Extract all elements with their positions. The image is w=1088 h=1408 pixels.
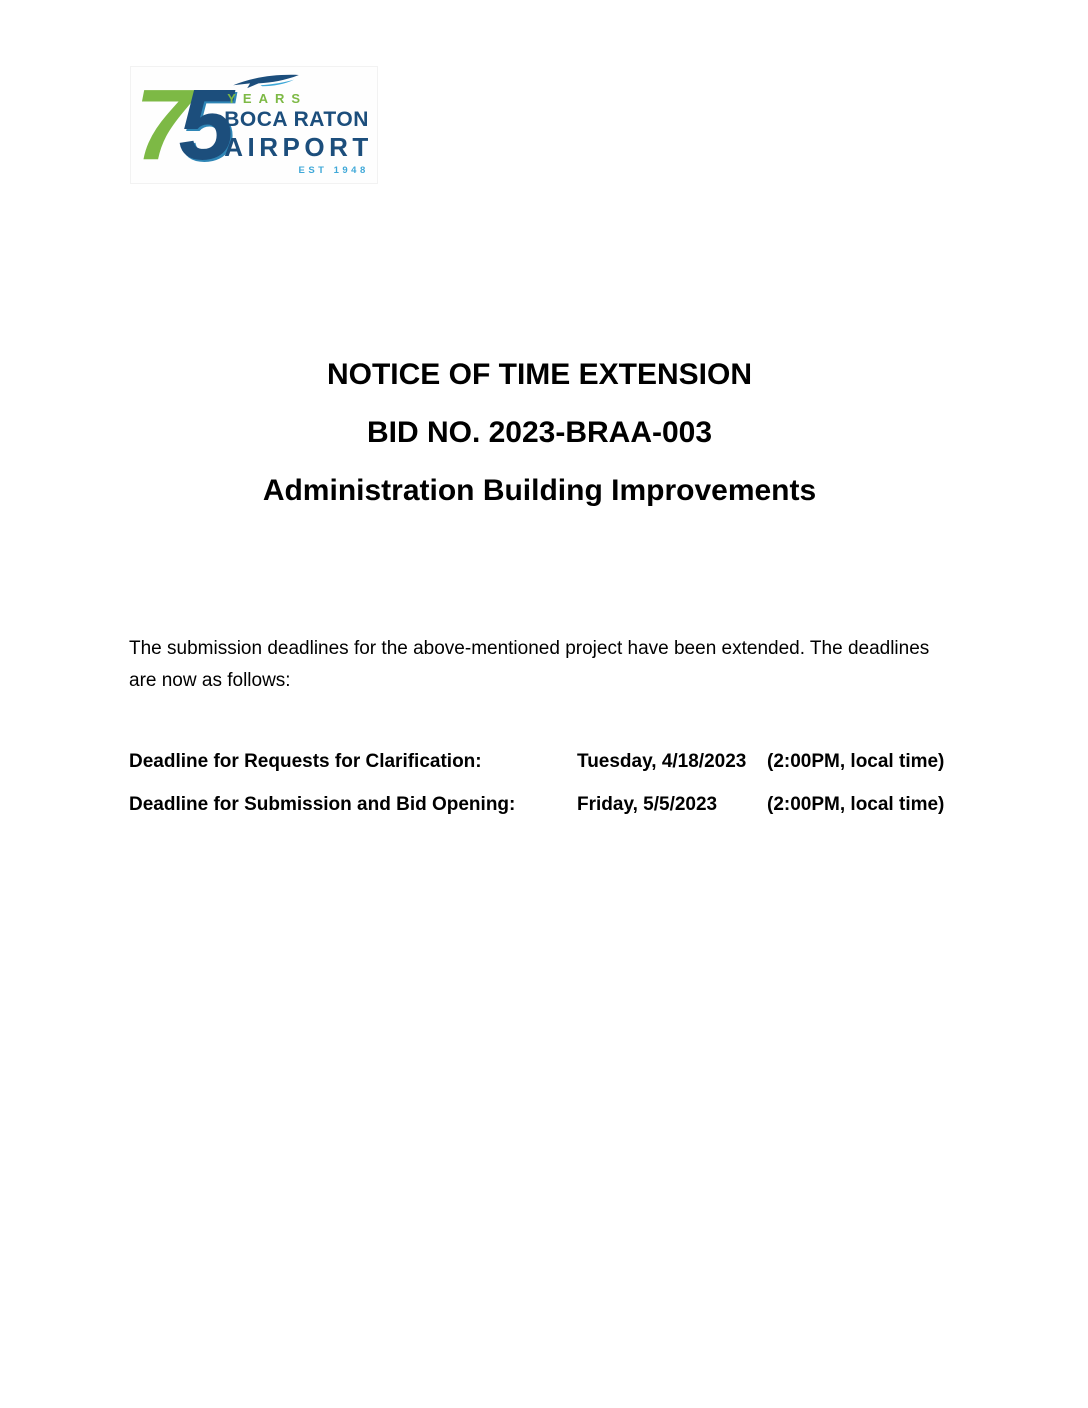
deadline-row-1-date: Tuesday, 4/18/2023	[577, 751, 747, 772]
title-block	[129, 358, 950, 532]
body-paragraph: The submission deadlines for the above-mentioned project have been extended. The deadlines are now as follows:	[129, 638, 930, 691]
project-name-title: Administration Building Improvements	[262, 474, 817, 507]
logo-75-number	[135, 69, 227, 181]
deadline-row-2-date: Friday, 5/5/2023	[577, 794, 718, 815]
logo-boca-raton-label: BOCA RATON	[224, 108, 369, 131]
logo-digit-5: 5	[178, 69, 227, 181]
deadline-row-1-label: Deadline for Requests for Clarification:	[129, 751, 482, 772]
deadline-row-1-time: (2:00PM, local time)	[767, 751, 945, 772]
notice-title: NOTICE OF TIME EXTENSION	[326, 358, 753, 391]
deadlines-table	[129, 749, 944, 818]
deadline-row-2-time: (2:00PM, local time)	[767, 794, 945, 815]
logo-est-1948-label: EST 1948	[298, 165, 369, 176]
logo-text-stack	[224, 74, 373, 176]
logo-years-label: YEARS	[227, 91, 308, 106]
logo-digit-7: 7	[135, 69, 183, 181]
deadline-row-2-label: Deadline for Submission and Bid Opening:	[129, 794, 516, 815]
bid-number-title: BID NO. 2023-BRAA-003	[366, 416, 713, 449]
boca-raton-airport-logo	[130, 66, 378, 184]
logo-airport-label: AIRPORT	[224, 132, 373, 162]
airplane-icon	[230, 74, 302, 89]
